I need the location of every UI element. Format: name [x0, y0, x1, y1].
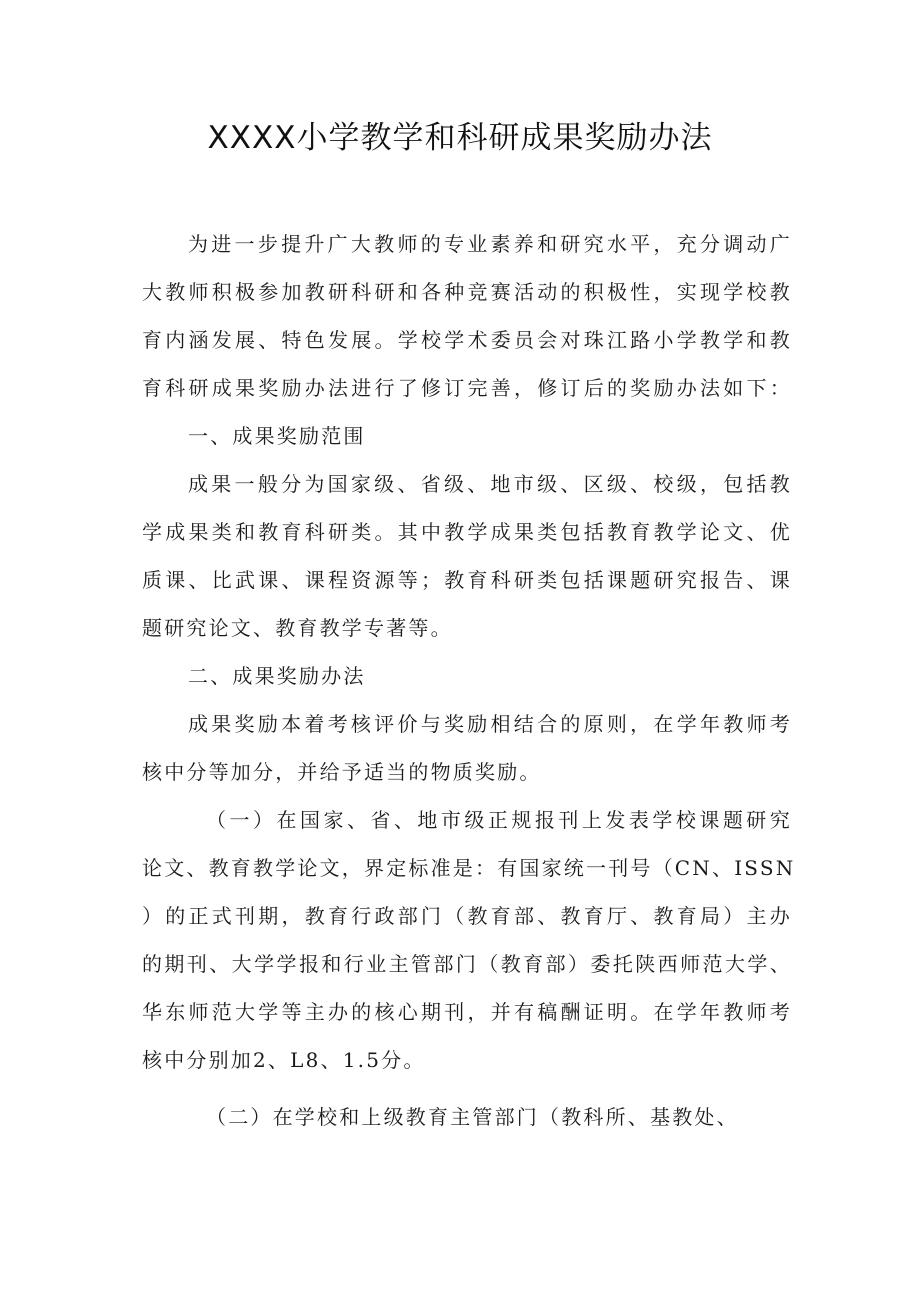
paragraph-line: 题研究论文、教育教学专著等。 — [142, 616, 453, 640]
paragraph-line: 核中分等加分，并给予适当的物质奖励。 — [142, 760, 542, 784]
paragraph-line: ）的正式刊期，教育行政部门（教育部、教育厅、教育局）主办 — [142, 904, 792, 928]
paragraph-line: 论文、教育教学论文，界定标准是：有国家统一刊号（CN、ISSN — [142, 856, 796, 880]
section-heading: 一、成果奖励范围 — [188, 424, 366, 448]
document-title: XXXX小学教学和科研成果奖励办法 — [207, 120, 713, 156]
paragraph-line: 为进一步提升广大教师的专业素养和研究水平，充分调动广 — [188, 232, 792, 256]
paragraph-line: 的期刊、大学学报和行业主管部门（教育部）委托陕西师范大学、 — [142, 952, 792, 976]
paragraph-line: 质课、比武课、课程资源等；教育科研类包括课题研究报告、课 — [142, 568, 792, 592]
paragraph-line: （二）在学校和上级教育主管部门（教科所、基教处、 — [206, 1105, 739, 1129]
paragraph-line: （一）在国家、省、地市级正规报刊上发表学校课题研究 — [206, 808, 792, 832]
paragraph-line: 成果一般分为国家级、省级、地市级、区级、校级，包括教 — [188, 472, 792, 496]
paragraph-line: 华东师范大学等主办的核心期刊，并有稿酬证明。在学年教师考 — [142, 1000, 792, 1024]
paragraph-line: 核中分别加2、L8、1.5分。 — [142, 1048, 426, 1072]
paragraph-line: 学成果类和教育科研类。其中教学成果类包括教育教学论文、优 — [142, 520, 792, 544]
paragraph-line: 成果奖励本着考核评价与奖励相结合的原则，在学年教师考 — [188, 712, 792, 736]
section-heading: 二、成果奖励办法 — [188, 664, 366, 688]
paragraph-line: 育内涵发展、特色发展。学校学术委员会对珠江路小学教学和教 — [142, 328, 792, 352]
paragraph-line: 大教师积极参加教研科研和各种竞赛活动的积极性，实现学校教 — [142, 280, 792, 304]
paragraph-line: 育科研成果奖励办法进行了修订完善，修订后的奖励办法如下： — [142, 376, 792, 400]
